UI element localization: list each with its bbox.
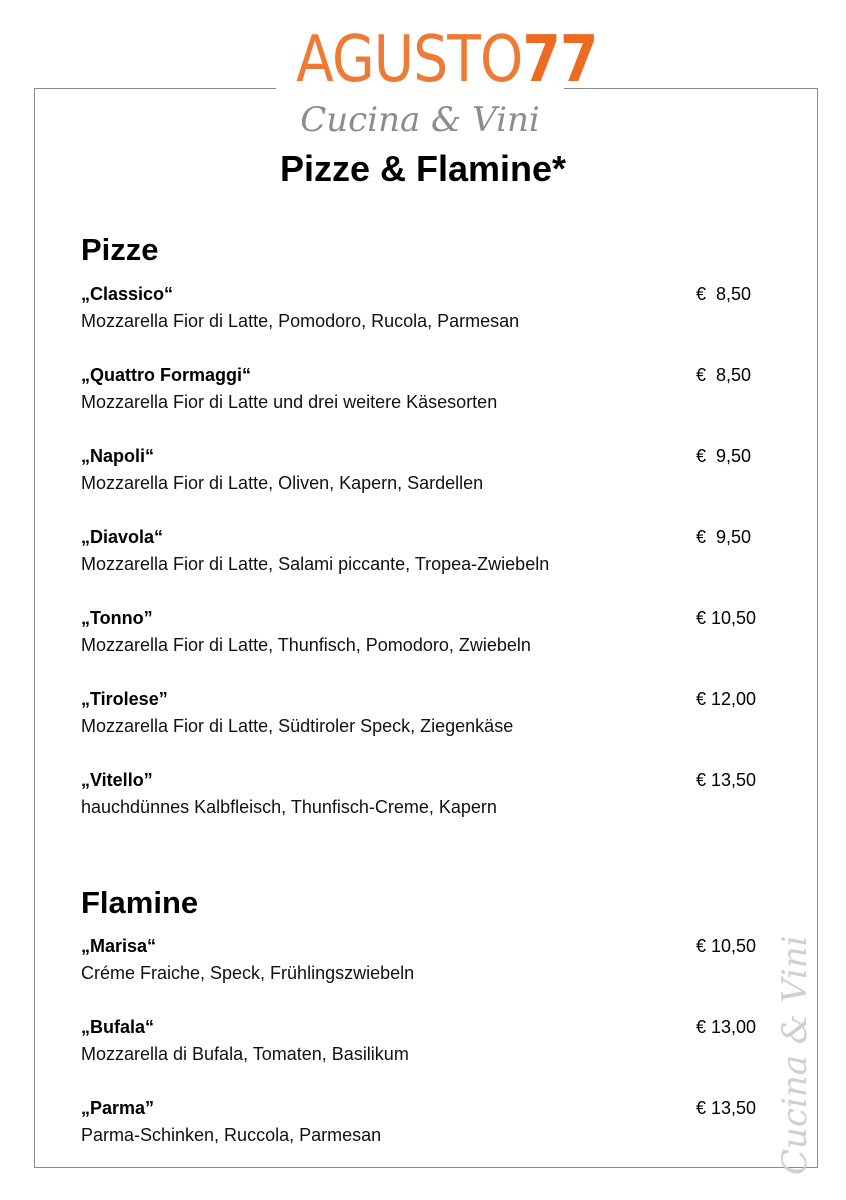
item-name: „Quattro Formaggi“ [81,365,251,385]
logo-brand [296,23,598,97]
menu-item [81,444,771,496]
item-name: „Napoli“ [81,446,155,466]
logo-brand-text: AGUSTO [296,23,523,97]
item-description: Mozzarella Fior di Latte, Thunfisch, Pomodoro, Zwiebeln [81,635,531,655]
item-name: „Classico“ [81,284,174,304]
item-description: Parma-Schinken, Ruccola, Parmesan [81,1125,382,1145]
logo-brand-number: 77 [522,23,598,97]
item-price: € 9,50 [696,527,752,547]
item-name: „Tirolese” [81,689,168,709]
menu-item [81,1096,771,1148]
item-description: Mozzarella Fior di Latte, Salami piccante, Tropea-Zwiebeln [81,554,550,574]
item-name: „Marisa“ [81,936,157,956]
menu-item [81,363,771,415]
item-description: Mozzarella Fior di Latte, Oliven, Kapern, Sardellen [81,473,484,493]
logo [276,18,598,140]
logo-tagline: Cucina & Vini [300,100,540,140]
item-description: Mozzarella Fior di Latte und drei weitere Käsesorten [81,392,498,412]
item-price: € 9,50 [696,446,752,466]
item-name: „Tonno” [81,608,153,628]
item-price: € 10,50 [696,608,757,628]
page-title: Pizze & Flamine* [279,148,567,189]
item-price: € 13,50 [696,770,757,790]
item-description: Mozzarella Fior di Latte, Pomodoro, Rucola, Parmesan [81,311,520,331]
menu-item [81,606,771,658]
item-name: „Bufala“ [81,1017,155,1037]
side-watermark [770,935,820,1175]
item-description: Mozzarella Fior di Latte, Südtiroler Speck, Ziegenkäse [81,716,514,736]
item-description: hauchdünnes Kalbfleisch, Thunfisch-Creme, Kapern [81,797,497,817]
menu-item [81,282,771,334]
menu-item [81,1015,771,1067]
menu-item [81,768,771,820]
menu-item [81,525,771,577]
item-name: „Parma” [81,1098,155,1118]
item-description: Mozzarella di Bufala, Tomaten, Basilikum [81,1044,409,1064]
item-price: € 8,50 [696,365,752,385]
item-price: € 12,00 [696,689,757,709]
item-price: € 10,50 [696,936,757,956]
item-name: „Vitello” [81,770,153,790]
item-price: € 13,50 [696,1098,757,1118]
section-heading-pizze: Pizze [81,232,159,267]
item-description: Créme Fraiche, Speck, Frühlingszwiebeln [81,963,415,983]
section-heading-flamine: Flamine [81,885,199,920]
item-price: € 8,50 [696,284,752,304]
menu-item [81,687,771,739]
item-name: „Diavola“ [81,527,164,547]
item-price: € 13,00 [696,1017,757,1037]
side-watermark-text: Cucina & Vini [775,935,815,1175]
menu-item [81,934,771,986]
